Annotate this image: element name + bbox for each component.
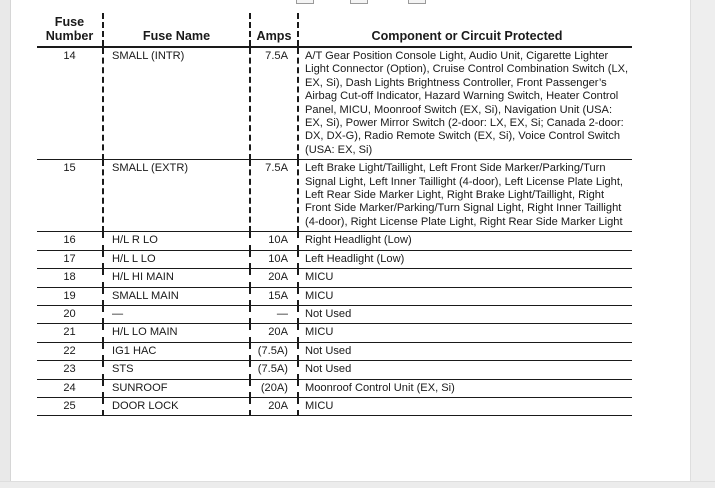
fuse-name-cell: H/L LO MAIN <box>103 324 250 342</box>
component-cell: MICU <box>298 324 632 342</box>
fuse-name-cell: SMALL (EXTR) <box>103 160 250 232</box>
component-cell: Not Used <box>298 342 632 360</box>
table-row <box>37 342 632 360</box>
component-cell: MICU <box>298 287 632 305</box>
fuse-name-cell: — <box>103 305 250 323</box>
component-cell: Not Used <box>298 361 632 379</box>
amps-cell: (7.5A) <box>250 342 298 360</box>
fuse-name-cell: IG1 HAC <box>103 342 250 360</box>
table-row <box>37 232 632 250</box>
header-fuse-number-label: Fuse Number <box>45 15 94 43</box>
amps-cell: (20A) <box>250 379 298 397</box>
fuse-table <box>37 13 632 416</box>
amps-cell: 20A <box>250 324 298 342</box>
table-row <box>37 47 632 160</box>
header-fuse-name: Fuse Name <box>103 13 250 47</box>
header-component: Component or Circuit Protected <box>298 13 632 47</box>
fuse-number-cell: 23 <box>37 361 103 379</box>
fuse-table-body <box>37 47 632 416</box>
amps-cell: — <box>250 305 298 323</box>
component-cell: A/T Gear Position Console Light, Audio Unit, Cigarette Lighter Light Connector (Option), Cruise Control Combination Switch (LX, EX, Si), Dash Lights Brightness Controller, Front Passenger’s Airbag Cut-off Indicator, Hazard Warning Switch, Heater Control Panel, MICU, Moonroof Switch (EX, Si), Navigation Unit (USA: EX, Si), Power Mirror Switch (2-door: LX, EX, Si; Canada 2-door: DX, DX-G), Radio Remote Switch (EX, Si), Voice Control Switch (USA: EX, Si) <box>298 47 632 160</box>
table-row <box>37 250 632 268</box>
amps-cell: (7.5A) <box>250 361 298 379</box>
amps-cell: 7.5A <box>250 160 298 232</box>
fuse-number-cell: 16 <box>37 232 103 250</box>
table-row <box>37 287 632 305</box>
page-tab-marker <box>296 0 314 4</box>
page-bottom-margin <box>0 481 715 488</box>
fuse-number-cell: 24 <box>37 379 103 397</box>
amps-cell: 10A <box>250 250 298 268</box>
fuse-number-cell: 14 <box>37 47 103 160</box>
fuse-name-cell: H/L L LO <box>103 250 250 268</box>
amps-cell: 7.5A <box>250 47 298 160</box>
fuse-name-cell: H/L R LO <box>103 232 250 250</box>
fuse-name-cell: SMALL (INTR) <box>103 47 250 160</box>
fuse-name-cell: DOOR LOCK <box>103 397 250 415</box>
fuse-name-cell: SUNROOF <box>103 379 250 397</box>
fuse-name-cell: SMALL MAIN <box>103 287 250 305</box>
component-cell: Not Used <box>298 305 632 323</box>
fuse-number-cell: 19 <box>37 287 103 305</box>
component-cell: MICU <box>298 397 632 415</box>
fuse-number-cell: 25 <box>37 397 103 415</box>
fuse-number-cell: 15 <box>37 160 103 232</box>
page-tab-marker <box>408 0 426 4</box>
table-row <box>37 361 632 379</box>
fuse-number-cell: 22 <box>37 342 103 360</box>
component-cell: Left Headlight (Low) <box>298 250 632 268</box>
amps-cell: 20A <box>250 397 298 415</box>
amps-cell: 10A <box>250 232 298 250</box>
table-row <box>37 397 632 415</box>
amps-cell: 15A <box>250 287 298 305</box>
table-row <box>37 269 632 287</box>
header-row <box>37 13 632 47</box>
fuse-number-cell: 20 <box>37 305 103 323</box>
table-row <box>37 305 632 323</box>
header-amps: Amps <box>250 13 298 47</box>
component-cell: Right Headlight (Low) <box>298 232 632 250</box>
table-row <box>37 379 632 397</box>
fuse-number-cell: 17 <box>37 250 103 268</box>
component-cell: Left Brake Light/Taillight, Left Front Side Marker/Parking/Turn Signal Light, Left Inner Taillight (4-door), Left License Plate Light, Left Rear Side Marker Light, Right Brake Light/Taillight, Right Front Side Marker/Parking/Turn Signal Light, Right Inner Taillight (4-door), Right License Plate Light, Right Rear Side Marker Light <box>298 160 632 232</box>
page-left-margin <box>0 0 11 488</box>
fuse-name-cell: H/L HI MAIN <box>103 269 250 287</box>
fuse-number-cell: 21 <box>37 324 103 342</box>
component-cell: MICU <box>298 269 632 287</box>
scrollbar-track[interactable] <box>690 0 715 488</box>
component-cell: Moonroof Control Unit (EX, Si) <box>298 379 632 397</box>
amps-cell: 20A <box>250 269 298 287</box>
fuse-number-cell: 18 <box>37 269 103 287</box>
table-row <box>37 160 632 232</box>
fuse-name-cell: STS <box>103 361 250 379</box>
page-tab-marker <box>350 0 368 4</box>
table-row <box>37 324 632 342</box>
header-fuse-number <box>37 13 103 47</box>
